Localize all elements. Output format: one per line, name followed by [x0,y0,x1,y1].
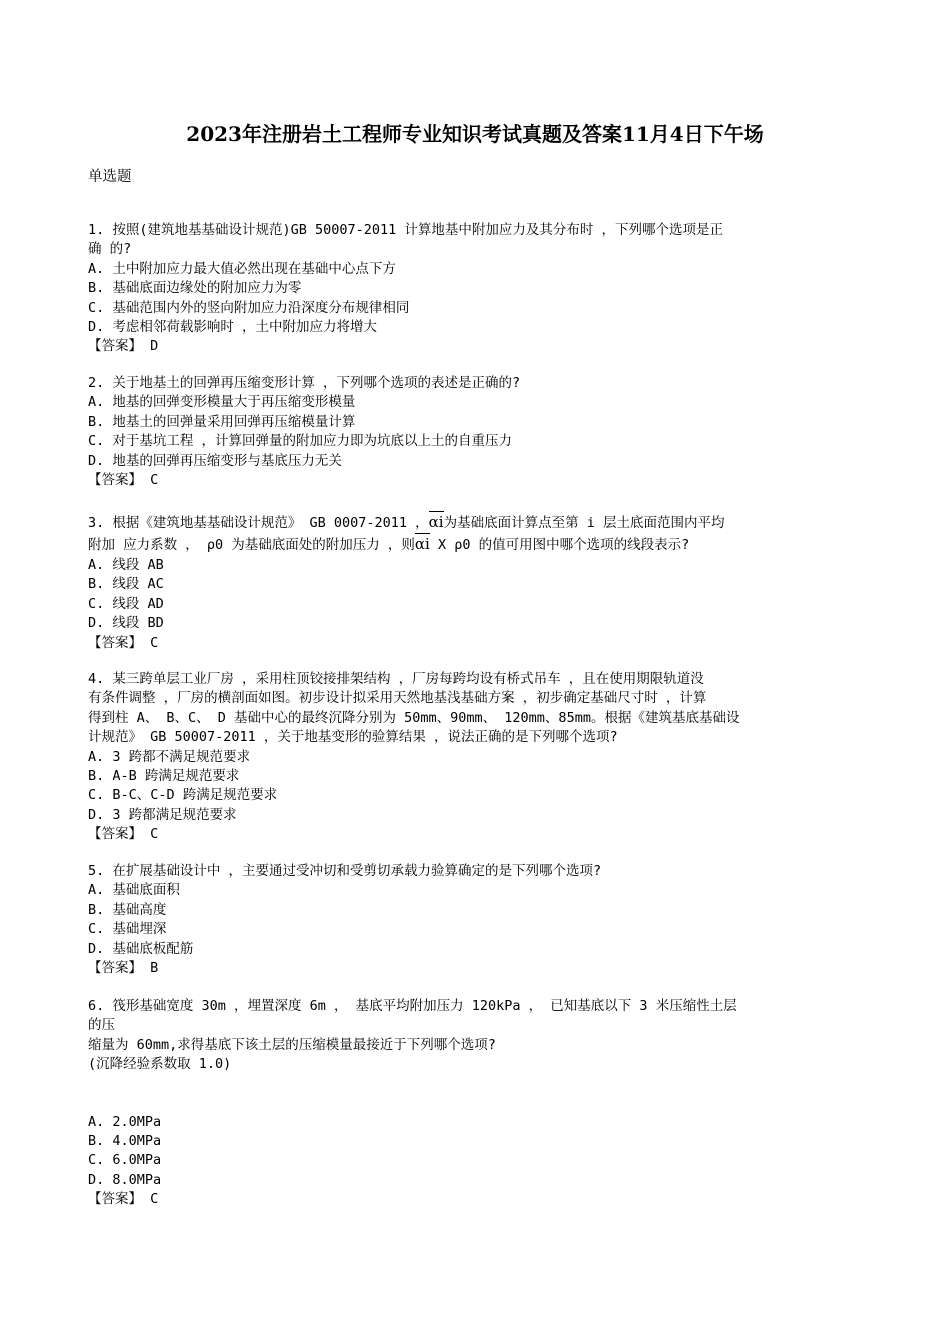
question-4 [88,670,863,845]
option-b: B. 4.0MPa [88,1133,162,1150]
document-title: 2023年注册岩土工程师专业知识考试真题及答案11月4日下午场 [186,122,764,146]
answer-line: 【答案】 C [88,472,159,489]
option-b: B. 线段 AC [88,576,164,593]
question-stem-line: 1. 按照(建筑地基基础设计规范)GB 50007-2011 计算地基中附加应力及其分布时 ，下列哪个选项是正 [88,222,724,238]
question-stem-line [88,512,863,534]
question-6 [88,997,863,1210]
question-stem-line: 缩量为 60mm,求得基底下该土层的压缩模量最接近于下列哪个选项? [88,1036,496,1053]
stem-text: 附加 应力系数 ， ρ0 为基础底面处的附加压力 ，则 [88,537,415,553]
option-c: C. 6.0MPa [88,1152,162,1169]
option-a: A. 基础底面积 [88,882,180,899]
alpha-symbol: αi [428,513,444,531]
question-stem-line [88,534,863,556]
option-d: D. 线段 BD [88,615,164,632]
spacer [88,1075,863,1113]
answer-line: 【答案】 C [88,826,159,843]
answer-line: 【答案】 C [88,634,159,651]
stem-text: 为基础底面计算点至第 i 层土底面范围内平均 [443,515,725,531]
option-a: A. 线段 AB [88,557,164,573]
option-d: D. 3 跨都满足规范要求 [88,806,237,823]
question-2 [88,374,863,490]
option-d: D. 地基的回弹再压缩变形与基底压力无关 [88,452,342,469]
option-a: A. 2.0MPa [88,1113,162,1130]
question-stem-line: 有条件调整 ，厂房的横剖面如图。初步设计拟采用天然地基浅基础方案 ，初步确定基础尺寸时 ，计算 [88,690,707,707]
option-a: A. 土中附加应力最大值必然出现在基础中心点下方 [88,260,396,277]
option-b: B. 基础高度 [88,901,167,918]
question-stem-line: (沉降经验系数取 1.0) [88,1056,232,1073]
option-d: D. 考虑相邻荷载影响时 ，土中附加应力将增大 [88,319,378,336]
alpha-symbol: αi [414,535,430,553]
stem-text: X ρ0 的值可用图中哪个选项的线段表示? [429,537,690,553]
question-3 [88,512,863,653]
option-b: B. 基础底面边缘处的附加应力为零 [88,280,302,297]
question-stem-line: 得到柱 A、 B、C、 D 基础中心的最终沉降分别为 50mm、90mm、 120mm、85mm。根据《建筑基底基础设 [88,709,740,726]
question-5 [88,862,863,978]
option-c: C. B-C、C-D 跨满足规范要求 [88,787,278,804]
question-stem-line: 6. 筏形基础宽度 30m ，埋置深度 6m ， 基底平均附加压力 120kPa ， 已知基底以下 3 米压缩性土层 [88,998,737,1014]
option-d: D. 8.0MPa [88,1171,162,1188]
option-c: C. 基础埋深 [88,921,167,938]
option-a: A. 地基的回弹变形模量大于再压缩变形模量 [88,394,356,411]
option-b: B. 地基土的回弹量采用回弹再压缩模量计算 [88,413,356,430]
option-c: C. 基础范围内外的竖向附加应力沿深度分布规律相同 [88,299,410,316]
stem-text: 3. 根据《建筑地基基础设计规范》 GB 0007-2011 ， [88,515,429,531]
answer-line: 【答案】 C [88,1191,159,1208]
question-1 [88,221,863,357]
answer-line: 【答案】 D [88,338,159,355]
question-stem-line: 5. 在扩展基础设计中 ，主要通过受冲切和受剪切承载力验算确定的是下列哪个选项? [88,863,602,879]
option-b: B. A-B 跨满足规范要求 [88,768,240,785]
option-d: D. 基础底板配筋 [88,940,194,957]
option-c: C. 线段 AD [88,595,164,612]
question-stem-line: 确 的? [88,241,132,258]
question-stem-line: 计规范》 GB 50007-2011 ，关于地基变形的验算结果 ，说法正确的是下列哪个选项? [88,729,618,746]
answer-line: 【答案】 B [88,960,159,977]
question-stem-line: 4. 某三跨单层工业厂房 ，采用柱顶铰接排架结构 ，厂房每跨均设有桥式吊车 ，且在使用期限轨道没 [88,671,704,687]
question-stem-line: 2. 关于地基土的回弹再压缩变形计算 ，下列哪个选项的表述是正确的? [88,375,521,391]
question-stem-line: 的压 [88,1017,115,1034]
section-label: 单选题 [88,169,132,185]
option-a: A. 3 跨都不满足规范要求 [88,748,251,765]
option-c: C. 对于基坑工程 ，计算回弹量的附加应力即为坑底以上土的自重压力 [88,433,513,450]
